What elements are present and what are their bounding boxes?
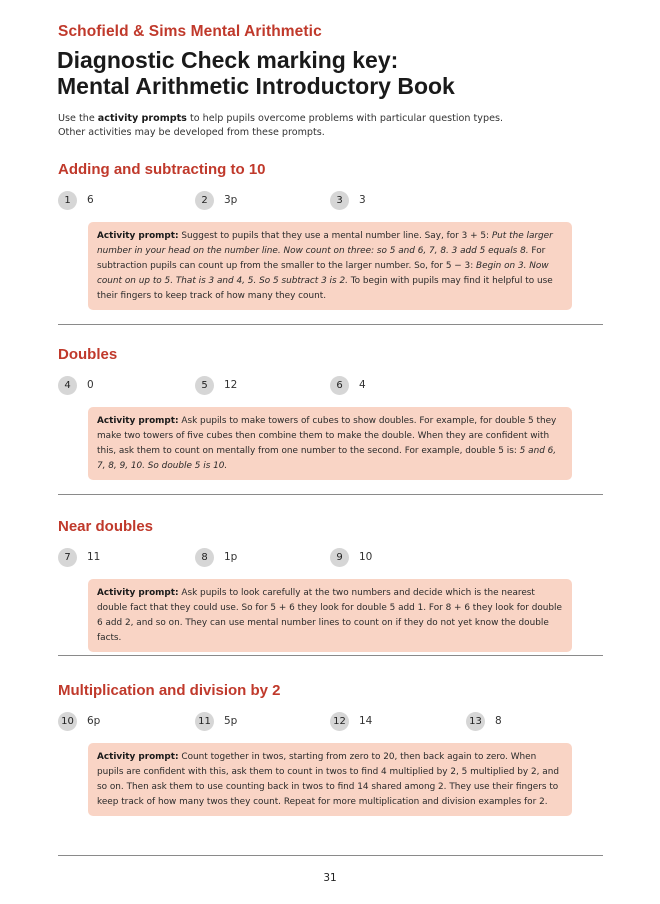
answer-item [195,375,237,395]
answer-item [195,711,237,731]
question-number-badge: 9 [330,548,349,567]
section-divider [58,324,603,325]
section-divider [58,655,603,656]
prompt-text: Ask pupils to look carefully at the two numbers and decide which is the nearest double fact that they could use. So for 5 + 6 they look for double 5 add 1. For 8 + 6 they look for double 6 add 2, and so on. They can use mental number lines to count on if they do not yet know the double facts. [97,588,562,643]
intro-text [58,112,618,140]
section-heading: Adding and subtracting to 10 [58,161,266,178]
answer-value: 1p [224,551,238,563]
question-number-badge: 7 [58,548,77,567]
answer-item [58,547,100,567]
section-heading: Near doubles [58,518,154,535]
answer-value: 5p [224,715,238,727]
question-number-badge: 11 [195,712,214,731]
answer-item [195,190,237,210]
question-number-badge: 8 [195,548,214,567]
prompt-text: To begin with pupils may find it helpful to use their fingers to keep track of how many they count. [97,276,553,301]
activity-prompt-box [88,222,572,310]
question-number-badge: 6 [330,376,349,395]
answer-item [330,190,366,210]
section-doubles [58,345,604,480]
brand-header: Schofield & Sims Mental Arithmetic [58,23,322,40]
prompt-italic-text: 5 and 6, 7, 8, 9, 10. So double 5 is 10. [97,446,557,471]
answer-item [58,190,94,210]
answer-item [195,547,237,567]
prompt-text: For subtraction pupils can count up from the smaller to the larger number. So, for 5 − 3: [97,246,546,271]
section-divider [58,494,603,495]
question-number-badge: 13 [466,712,485,731]
question-number-badge: 1 [58,191,77,210]
answer-value: 4 [359,379,366,391]
section-divider [58,855,603,856]
activity-prompt-box [88,407,572,480]
section-adding-subtracting [58,160,604,310]
activity-prompt-label: Activity prompt: [97,231,179,241]
answer-value: 6 [87,194,94,206]
answer-value: 11 [87,551,101,563]
answer-item [330,547,372,567]
activity-prompt-label: Activity prompt: [97,416,179,426]
answer-value: 14 [359,715,373,727]
question-number-badge: 10 [58,712,77,731]
section-heading: Multiplication and division by 2 [58,682,281,699]
page-number: 31 [323,872,337,884]
answer-row [58,547,604,569]
page-title-line-2: Mental Arithmetic Introductory Book [57,73,455,99]
question-number-badge: 12 [330,712,349,731]
answer-row [58,375,604,397]
prompt-italic-text: Begin on 3. Now count on up to 5. That is 3 and 4, 5. So 5 subtract 3 is 2. [97,261,549,286]
answer-value: 12 [224,379,238,391]
answer-value: 10 [359,551,373,563]
answer-value: 3p [224,194,238,206]
answer-value: 6p [87,715,101,727]
answer-row [58,190,604,212]
intro-bold: activity prompts [97,113,187,124]
activity-prompt-box [88,743,572,816]
section-near-doubles [58,517,604,652]
prompt-italic-text: Put the larger number in your head on the number line. Now count on three: so 5 and 6, 7, 8. 3 add 5 equals 8. [97,231,553,256]
section-heading: Doubles [58,346,118,363]
prompt-text: Ask pupils to make towers of cubes to show doubles. For example, for double 5 they make two towers of five cubes then combine them to make the double. When they are confident with this, ask them to count on mentally from one number to the second. For example, double 5 is: [97,416,557,456]
answer-item [330,711,372,731]
question-number-badge: 3 [330,191,349,210]
intro-part-2: to help pupils overcome problems with particular question types. [186,113,504,124]
question-number-badge: 4 [58,376,77,395]
answer-item [58,375,94,395]
answer-item [466,711,502,731]
question-number-badge: 2 [195,191,214,210]
answer-value: 8 [495,715,502,727]
section-multiplication-division [58,681,604,816]
activity-prompt-box [88,579,572,652]
intro-part-1: Use the [58,113,98,124]
activity-prompt-label: Activity prompt: [97,752,179,762]
page-title-line-1: Diagnostic Check marking key: [57,47,399,73]
activity-prompt-label: Activity prompt: [97,588,179,598]
answer-item [58,711,100,731]
page-title [57,47,617,99]
intro-line-2: Other activities may be developed from these prompts. [58,127,325,138]
question-number-badge: 5 [195,376,214,395]
prompt-text: Count together in twos, starting from zero to 20, then back again to zero. When pupils are confident with this, ask them to count in twos to find 4 multiplied by 2, 5 multiplied by 2, and so on. Then ask them to use counting back in twos to find 14 shared among 2. They use their fingers to keep track of how many twos they count. Repeat for more multiplication and division examples for 2. [97,752,559,807]
answer-value: 3 [359,194,366,206]
prompt-text: Suggest to pupils that they use a mental number line. Say, for 3 + 5: [178,231,492,241]
answer-row [58,711,604,733]
answer-item [330,375,366,395]
answer-value: 0 [87,379,94,391]
